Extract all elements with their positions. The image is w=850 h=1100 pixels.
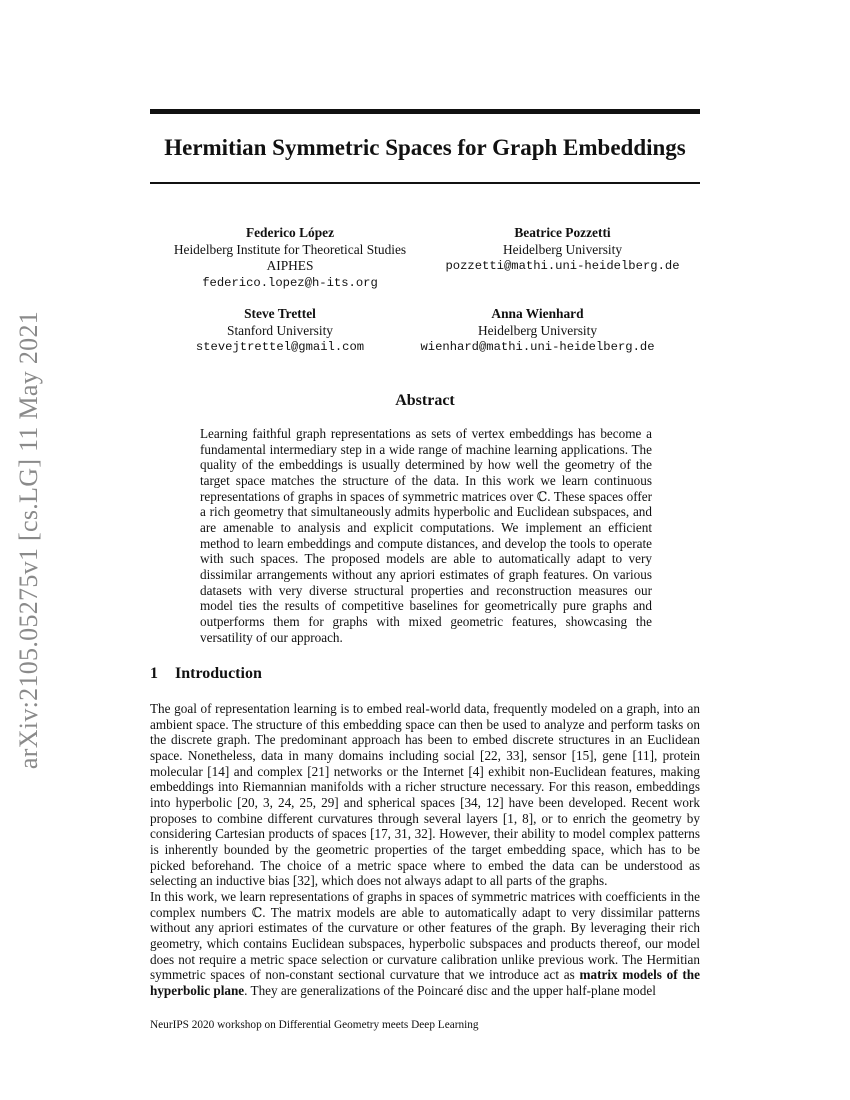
intro-paragraph-2 <box>150 889 700 999</box>
section-heading <box>150 664 700 684</box>
intro-paragraph-2-emphasis: matrix models of the hyperbolic plane <box>150 967 700 998</box>
abstract-heading: Abstract <box>395 392 455 409</box>
intro-paragraph-2-text: In this work, we learn representations of graphs in spaces of symmetric matrices with coefficients in the complex numbers ℂ. The matrix models are able to automatically adapt to very dissimilar patterns without any apriori estimates of the curvature or other features of the graph. By leveraging their rich geometry, which contains Euclidean subspaces, hyperbolic subspaces and products thereof, our model does not require a metric space selection or curvature calibration unlike previous work. The Hermitian symmetric spaces of non-constant sectional curvature that we introduce act as <box>150 889 700 983</box>
venue-footnote: NeurIPS 2020 workshop on Differential Geometry meets Deep Learning <box>150 1019 479 1031</box>
author-block-3 <box>180 306 380 356</box>
paper-title: Hermitian Symmetric Spaces for Graph Embeddings <box>164 135 686 160</box>
author-email[interactable]: pozzetti@mathi.uni-heidelberg.de <box>445 259 680 273</box>
author-email[interactable]: wienhard@mathi.uni-heidelberg.de <box>420 340 655 354</box>
author-name: Federico López <box>245 225 335 240</box>
arxiv-identifier-text: arXiv:2105.05275v1 [cs.LG] 11 May 2021 <box>14 310 43 770</box>
section-number: 1 <box>150 665 158 682</box>
title-bottom-rule <box>150 182 700 184</box>
intro-paragraph-1: The goal of representation learning is to embed real-world data, frequently modeled on a graph, into an ambient space. The structure of this embedding space can then be used to analyze and perform tasks on the discrete graph. The predominant approach has been to embed discrete structures in an Euclidean space. Nonetheless, data in many domains including social [22, 33], sensor [15], gene [11], protein molecular [14] and complex [21] networks or the Internet [4] exhibit non-Euclidean features, making embeddings into Riemannian manifolds with a richer structure necessary. For this reason, embeddings into hyperbolic [20, 3, 24, 25, 29] and spherical spaces [34, 12] have been developed. Recent work proposes to combine different curvatures through several layers [1, 8], or to enrich the geometry by considering Cartesian products of spaces [17, 31, 32]. However, their ability to model complex patterns is inherently bounded by the geometric properties of the target embedding space, which has to be picked beforehand. The choice of a metric space where to embed the data can be understood as selecting an inductive bias [32], which does not always adapt to all parts of the graphs. <box>150 701 700 889</box>
author-block-2 <box>440 225 685 275</box>
section-title: Introduction <box>175 665 262 682</box>
title-top-rule <box>150 109 700 114</box>
arxiv-identifier <box>4 290 54 790</box>
abstract-text: Learning faithful graph representations as sets of vertex embeddings has become a fundamental intermediary step in a wide range of machine learning applications. The quality of the embeddings is usually determined by how well the geometry of the target space matches the structure of the data. In this work we learn continuous representations of graphs in spaces of symmetric matrices over ℂ. These spaces offer a rich geometry that simultaneously admits hyperbolic and Euclidean subspaces, and are amenable to analysis and explicit computations. We implement an efficient method to learn embeddings and compute distances, and develop the tools to operate with such spaces. The proposed models are able to automatically adapt to very dissimilar arrangements without any apriori estimates of graph features. On various datasets with very diverse structural properties and reconstruction measures our model ties the results of competitive baselines for geometrically pure graphs and outperforms them for graphs with mixed geometric features, showcasing the versatility of our approach. <box>200 426 652 645</box>
author-email[interactable]: federico.lopez@h-its.org <box>202 275 378 290</box>
author-affiliation: Heidelberg University <box>477 322 598 338</box>
author-affiliation: Heidelberg University <box>502 241 623 257</box>
author-block-1 <box>170 225 410 291</box>
author-affiliation: AIPHES <box>266 258 314 273</box>
author-affiliation: Heidelberg Institute for Theoretical Studies <box>173 241 407 257</box>
author-block-4 <box>415 306 660 356</box>
author-name: Steve Trettel <box>244 306 316 321</box>
author-affiliation: Stanford University <box>227 322 333 338</box>
author-email[interactable]: stevejtrettel@gmail.com <box>195 340 365 354</box>
author-name: Beatrice Pozzetti <box>514 225 611 240</box>
author-name: Anna Wienhard <box>491 306 584 321</box>
intro-paragraph-2-tail: . They are generalizations of the Poincaré disc and the upper half-plane model <box>244 982 656 998</box>
